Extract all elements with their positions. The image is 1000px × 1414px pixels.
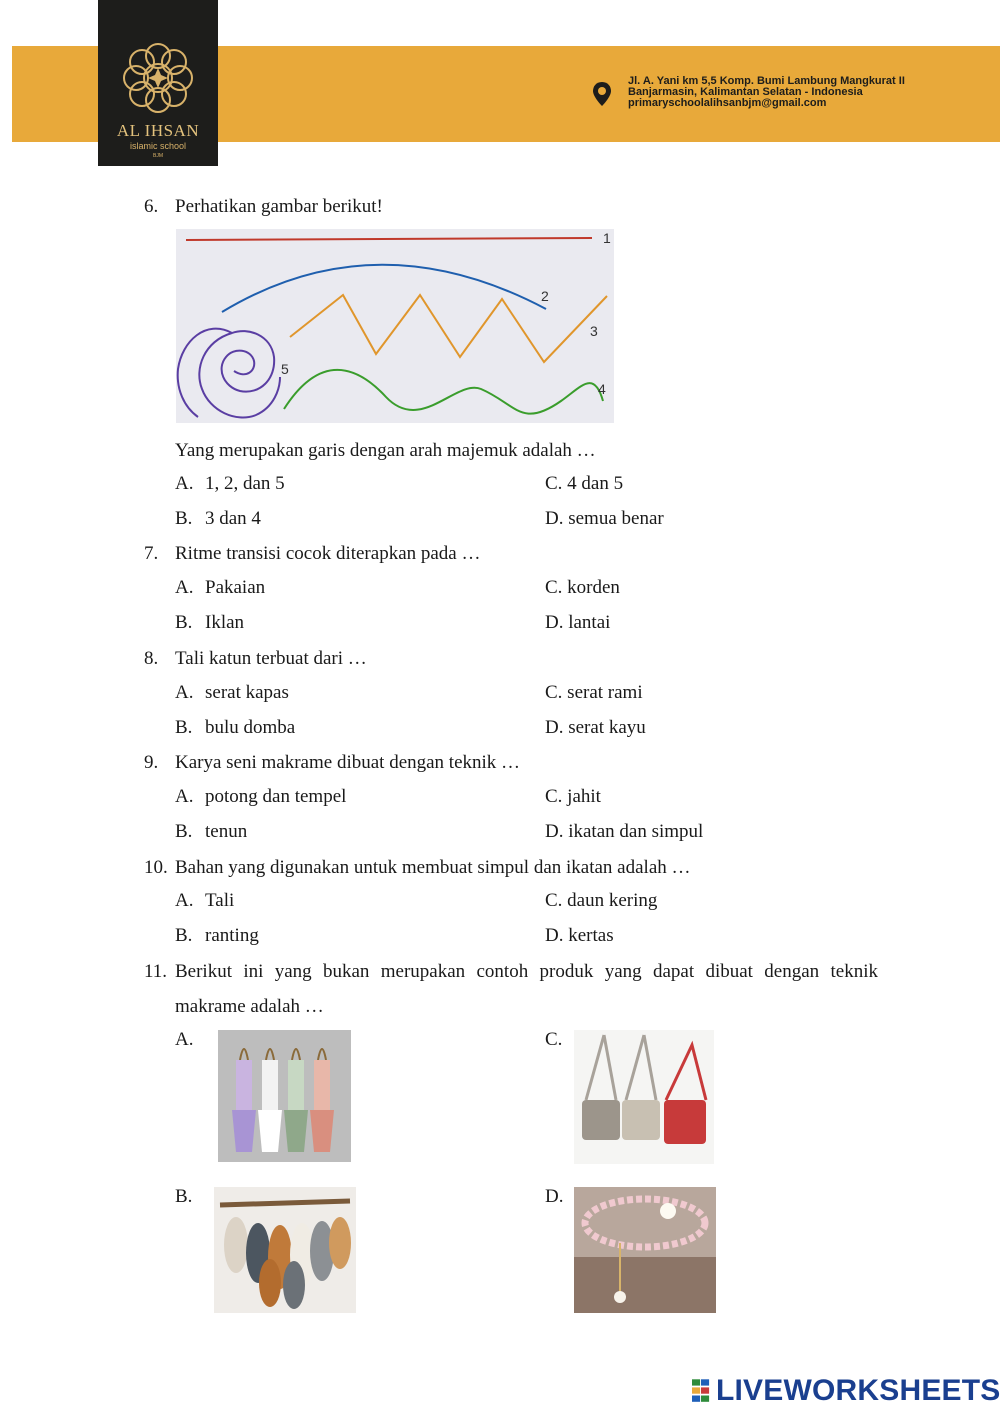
address-line-2: Banjarmasin, Kalimantan Selatan - Indonesia xyxy=(628,86,863,98)
q9-option-c[interactable]: C. jahit xyxy=(545,786,601,807)
macrame-bags-image[interactable] xyxy=(574,1030,714,1164)
location-pin-icon xyxy=(592,81,612,107)
question-11-stem-line-2: makrame adalah … xyxy=(175,996,324,1017)
q11-option-b[interactable]: B. xyxy=(175,1186,193,1207)
line-types-figure xyxy=(176,229,614,423)
figure-label-5: 5 xyxy=(281,361,289,377)
q9-option-d[interactable]: D. ikatan dan simpul xyxy=(545,821,704,842)
question-prompt: Perhatikan gambar berikut! xyxy=(175,196,383,217)
q7-option-c[interactable]: C. korden xyxy=(545,577,620,598)
macrame-keychains-image[interactable] xyxy=(218,1030,351,1162)
school-subtitle: islamic school xyxy=(129,141,187,151)
school-email: primaryschoolalihsanbjm@gmail.com xyxy=(628,97,827,109)
q11-option-c[interactable]: C. xyxy=(545,1029,563,1050)
q6-option-c[interactable]: C. 4 dan 5 xyxy=(545,473,624,494)
question-number: 6. xyxy=(144,196,159,217)
liveworksheets-logo-icon xyxy=(692,1378,710,1404)
figure-label-1: 1 xyxy=(603,230,611,246)
q11-option-d[interactable]: D. xyxy=(545,1186,564,1207)
q11-option-a[interactable]: A. xyxy=(175,1029,194,1050)
q10-option-d[interactable]: D. kertas xyxy=(545,925,614,946)
liveworksheets-brand[interactable]: LIVEWORKSHEETS xyxy=(716,1374,1000,1407)
q10-option-c[interactable]: C. daun kering xyxy=(545,890,658,911)
question-6-stem: Yang merupakan garis dengan arah majemuk adalah … xyxy=(175,440,596,461)
q6-option-d[interactable]: D. semua benar xyxy=(545,508,664,529)
star-ornament-icon xyxy=(106,34,210,124)
school-logo xyxy=(98,0,218,166)
macrame-leaf-wall-hanging-image[interactable] xyxy=(214,1187,356,1313)
q8-option-c[interactable]: C. serat rami xyxy=(545,682,643,703)
q7-option-d[interactable]: D. lantai xyxy=(545,612,611,633)
figure-label-4: 4 xyxy=(598,381,606,397)
school-address xyxy=(628,76,988,109)
school-city: BJM xyxy=(153,153,163,159)
address-line-1: Jl. A. Yani km 5,5 Komp. Bumi Lambung Mangkurat II xyxy=(628,75,905,87)
school-name: AL IHSAN xyxy=(116,121,200,140)
beaded-bracelet-image[interactable] xyxy=(574,1187,716,1313)
figure-label-3: 3 xyxy=(590,323,598,339)
figure-label-2: 2 xyxy=(541,288,549,304)
q8-option-d[interactable]: D. serat kayu xyxy=(545,717,646,738)
